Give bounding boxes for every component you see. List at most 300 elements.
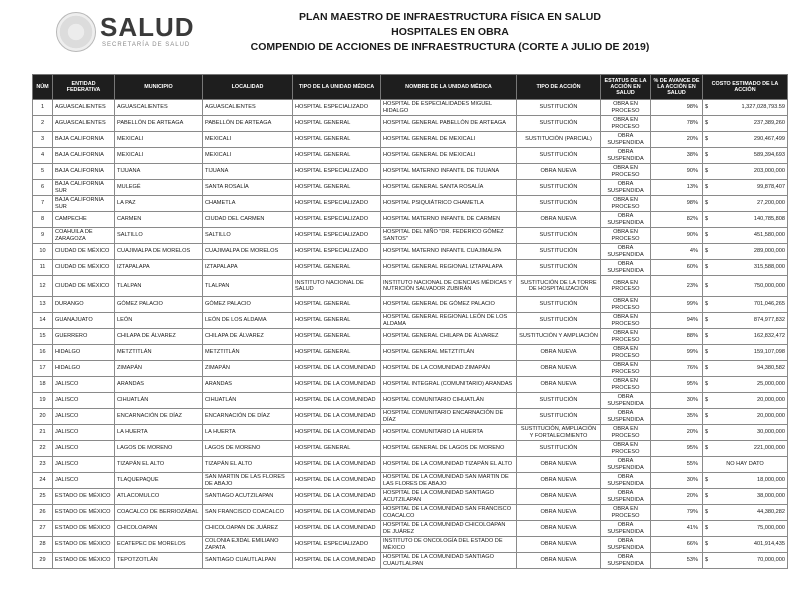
tipo-accion-cell: SUSTITUCIÓN — [517, 409, 601, 425]
municipio-cell: IZTAPALAPA — [115, 260, 203, 276]
nombre-unidad-cell: HOSPITAL DE LA COMUNIDAD TIZAPÁN EL ALTO — [381, 457, 517, 473]
avance-cell: 20% — [651, 425, 703, 441]
costo-cell — [703, 409, 788, 425]
localidad-cell: SALTILLO — [203, 228, 293, 244]
table-row — [33, 297, 788, 313]
currency-symbol: $ — [705, 493, 709, 500]
nombre-unidad-cell: HOSPITAL GENERAL METZTITLÁN — [381, 345, 517, 361]
localidad-cell: SANTIAGO CUAUTLALPAN — [203, 553, 293, 569]
avance-cell: 38% — [651, 148, 703, 164]
avance-cell: 88% — [651, 329, 703, 345]
estatus-cell: OBRA SUSPENDIDA — [601, 537, 651, 553]
table-row — [33, 441, 788, 457]
costo-cell — [703, 361, 788, 377]
row-number: 28 — [33, 537, 53, 553]
entidad-cell: BAJA CALIFORNIA SUR — [53, 196, 115, 212]
municipio-cell: MEXICALI — [115, 132, 203, 148]
estatus-cell: OBRA SUSPENDIDA — [601, 409, 651, 425]
row-number: 13 — [33, 297, 53, 313]
estatus-cell: OBRA SUSPENDIDA — [601, 260, 651, 276]
estatus-cell: OBRA EN PROCESO — [601, 116, 651, 132]
estatus-cell: OBRA EN PROCESO — [601, 297, 651, 313]
localidad-cell: GÓMEZ PALACIO — [203, 297, 293, 313]
cost-value: 20,000,000 — [757, 413, 785, 420]
avance-cell: 94% — [651, 313, 703, 329]
col-header-num: NÚM — [33, 75, 53, 100]
costo-cell — [703, 425, 788, 441]
row-number: 7 — [33, 196, 53, 212]
localidad-cell: SAN FRANCISCO COACALCO — [203, 505, 293, 521]
avance-cell: 60% — [651, 260, 703, 276]
municipio-cell: LAGOS DE MORENO — [115, 441, 203, 457]
tipo-accion-cell: OBRA NUEVA — [517, 521, 601, 537]
nombre-unidad-cell: HOSPITAL COMUNITARIO CIHUATLÁN — [381, 393, 517, 409]
row-number: 29 — [33, 553, 53, 569]
table-row — [33, 244, 788, 260]
avance-cell: 30% — [651, 393, 703, 409]
avance-cell: 90% — [651, 164, 703, 180]
avance-cell: 53% — [651, 553, 703, 569]
currency-symbol: $ — [705, 413, 709, 420]
tipo-accion-cell: OBRA NUEVA — [517, 345, 601, 361]
municipio-cell: CUAJIMALPA DE MORELOS — [115, 244, 203, 260]
estatus-cell: OBRA EN PROCESO — [601, 100, 651, 116]
tipo-unidad-cell: HOSPITAL GENERAL — [293, 260, 381, 276]
nombre-unidad-cell: HOSPITAL MATERNO INFANTIL DE TIJUANA — [381, 164, 517, 180]
row-number: 25 — [33, 489, 53, 505]
avance-cell: 20% — [651, 132, 703, 148]
currency-symbol: $ — [705, 136, 709, 143]
avance-cell: 82% — [651, 212, 703, 228]
municipio-cell: CHICOLOAPAN — [115, 521, 203, 537]
entidad-cell: GUERRERO — [53, 329, 115, 345]
nombre-unidad-cell: HOSPITAL GENERAL DE MEXICALI — [381, 148, 517, 164]
nombre-unidad-cell: HOSPITAL INTEGRAL (COMUNITARIO) ARANDAS — [381, 377, 517, 393]
costo-cell — [703, 100, 788, 116]
nombre-unidad-cell: HOSPITAL GENERAL SANTA ROSALÍA — [381, 180, 517, 196]
tipo-accion-cell: SUSTITUCIÓN — [517, 393, 601, 409]
avance-cell: 20% — [651, 489, 703, 505]
localidad-cell: TIZAPÁN EL ALTO — [203, 457, 293, 473]
tipo-unidad-cell: HOSPITAL DE LA COMUNIDAD — [293, 553, 381, 569]
tipo-unidad-cell: HOSPITAL DE LA COMUNIDAD — [293, 473, 381, 489]
municipio-cell: ECATEPEC DE MORELOS — [115, 537, 203, 553]
cost-value: 30,000,000 — [757, 429, 785, 436]
estatus-cell: OBRA EN PROCESO — [601, 505, 651, 521]
municipio-cell: CIHUATLÁN — [115, 393, 203, 409]
nombre-unidad-cell: HOSPITAL COMUNITARIO ENCARNACIÓN DE DÍAZ — [381, 409, 517, 425]
municipio-cell: LA HUERTA — [115, 425, 203, 441]
row-number: 6 — [33, 180, 53, 196]
estatus-cell: OBRA EN PROCESO — [601, 313, 651, 329]
municipio-cell: MULEGÉ — [115, 180, 203, 196]
tipo-accion-cell: SUSTITUCIÓN — [517, 196, 601, 212]
tipo-accion-cell: SUSTITUCIÓN — [517, 297, 601, 313]
row-number: 14 — [33, 313, 53, 329]
document-titles — [240, 10, 660, 55]
entidad-cell: AGUASCALIENTES — [53, 116, 115, 132]
col-header-entidad: ENTIDAD FEDERATIVA — [53, 75, 115, 100]
municipio-cell: CHILAPA DE ÁLVAREZ — [115, 329, 203, 345]
row-number: 5 — [33, 164, 53, 180]
localidad-cell: MEXICALI — [203, 148, 293, 164]
avance-cell: 66% — [651, 537, 703, 553]
tipo-unidad-cell: HOSPITAL ESPECIALIZADO — [293, 164, 381, 180]
tipo-unidad-cell: INSTITUTO NACIONAL DE SALUD — [293, 276, 381, 297]
estatus-cell: OBRA EN PROCESO — [601, 377, 651, 393]
estatus-cell: OBRA SUSPENDIDA — [601, 553, 651, 569]
localidad-cell: SANTA ROSALÍA — [203, 180, 293, 196]
avance-cell: 4% — [651, 244, 703, 260]
municipio-cell: GÓMEZ PALACIO — [115, 297, 203, 313]
cost-value: 451,580,000 — [753, 232, 785, 239]
tipo-accion-cell: SUSTITUCIÓN (PARCIAL) — [517, 132, 601, 148]
localidad-cell: LEÓN DE LOS ALDAMA — [203, 313, 293, 329]
entidad-cell: JALISCO — [53, 409, 115, 425]
localidad-cell: AGUASCALIENTES — [203, 100, 293, 116]
entidad-cell: BAJA CALIFORNIA — [53, 148, 115, 164]
nombre-unidad-cell: INSTITUTO NACIONAL DE CIENCIAS MÉDICAS Y NUTRICIÓN SALVADOR ZUBIRÁN — [381, 276, 517, 297]
estatus-cell: OBRA SUSPENDIDA — [601, 244, 651, 260]
entidad-cell: ESTADO DE MÉXICO — [53, 489, 115, 505]
tipo-accion-cell: SUSTITUCIÓN — [517, 260, 601, 276]
currency-symbol: $ — [705, 445, 709, 452]
col-header-tipo-unidad: TIPO DE LA UNIDAD MÉDICA — [293, 75, 381, 100]
tipo-unidad-cell: HOSPITAL GENERAL — [293, 313, 381, 329]
row-number: 22 — [33, 441, 53, 457]
cost-value: 874,977,832 — [753, 317, 785, 324]
tipo-unidad-cell: HOSPITAL GENERAL — [293, 180, 381, 196]
nombre-unidad-cell: HOSPITAL GENERAL REGIONAL IZTAPALAPA — [381, 260, 517, 276]
tipo-accion-cell: OBRA NUEVA — [517, 505, 601, 521]
estatus-cell: OBRA SUSPENDIDA — [601, 132, 651, 148]
estatus-cell: OBRA EN PROCESO — [601, 425, 651, 441]
col-header-municipio: MUNICIPIO — [115, 75, 203, 100]
currency-symbol: $ — [705, 282, 709, 289]
estatus-cell: OBRA EN PROCESO — [601, 164, 651, 180]
table-row — [33, 521, 788, 537]
currency-symbol: $ — [705, 557, 709, 564]
entidad-cell: JALISCO — [53, 441, 115, 457]
tipo-accion-cell: OBRA NUEVA — [517, 537, 601, 553]
localidad-cell: CHAMETLA — [203, 196, 293, 212]
avance-cell: 30% — [651, 473, 703, 489]
cost-value: 159,107,098 — [753, 349, 785, 356]
estatus-cell: OBRA EN PROCESO — [601, 361, 651, 377]
tipo-unidad-cell: HOSPITAL DE LA COMUNIDAD — [293, 393, 381, 409]
entidad-cell: ESTADO DE MÉXICO — [53, 553, 115, 569]
table-row — [33, 313, 788, 329]
tipo-unidad-cell: HOSPITAL ESPECIALIZADO — [293, 537, 381, 553]
table-row — [33, 180, 788, 196]
municipio-cell: SALTILLO — [115, 228, 203, 244]
entidad-cell: CIUDAD DE MÉXICO — [53, 276, 115, 297]
table-row — [33, 361, 788, 377]
currency-symbol: $ — [705, 168, 709, 175]
cost-value: 99,878,407 — [757, 184, 785, 191]
costo-cell — [703, 260, 788, 276]
localidad-cell: CUAJIMALPA DE MORELOS — [203, 244, 293, 260]
municipio-cell: CARMEN — [115, 212, 203, 228]
entidad-cell: BAJA CALIFORNIA — [53, 164, 115, 180]
cost-value: 44,380,282 — [757, 509, 785, 516]
entidad-cell: JALISCO — [53, 377, 115, 393]
currency-symbol: $ — [705, 541, 709, 548]
entidad-cell: ESTADO DE MÉXICO — [53, 537, 115, 553]
municipio-cell: COACALCO DE BERRIOZÁBAL — [115, 505, 203, 521]
tipo-unidad-cell: HOSPITAL ESPECIALIZADO — [293, 212, 381, 228]
localidad-cell: CHILAPA DE ÁLVAREZ — [203, 329, 293, 345]
avance-cell: 79% — [651, 505, 703, 521]
row-number: 8 — [33, 212, 53, 228]
row-number: 3 — [33, 132, 53, 148]
costo-cell — [703, 489, 788, 505]
nombre-unidad-cell: HOSPITAL DE LA COMUNIDAD ZIMAPÁN — [381, 361, 517, 377]
tipo-unidad-cell: HOSPITAL DE LA COMUNIDAD — [293, 505, 381, 521]
nombre-unidad-cell: HOSPITAL MATERNO INFANTIL DE CARMEN — [381, 212, 517, 228]
entidad-cell: COAHUILA DE ZARAGOZA — [53, 228, 115, 244]
costo-cell — [703, 313, 788, 329]
tipo-accion-cell: OBRA NUEVA — [517, 361, 601, 377]
entidad-cell: CIUDAD DE MÉXICO — [53, 260, 115, 276]
currency-symbol: $ — [705, 477, 709, 484]
tipo-unidad-cell: HOSPITAL GENERAL — [293, 297, 381, 313]
localidad-cell: COLONIA EJIDAL EMILIANO ZAPATA — [203, 537, 293, 553]
table-row — [33, 132, 788, 148]
localidad-cell: TLALPAN — [203, 276, 293, 297]
municipio-cell: METZTITLÁN — [115, 345, 203, 361]
row-number: 23 — [33, 457, 53, 473]
localidad-cell: CIHUATLÁN — [203, 393, 293, 409]
municipio-cell: PABELLÓN DE ARTEAGA — [115, 116, 203, 132]
logo-subtitle: SECRETARÍA DE SALUD — [102, 42, 191, 48]
avance-cell: 98% — [651, 100, 703, 116]
localidad-cell: IZTAPALAPA — [203, 260, 293, 276]
currency-symbol: $ — [705, 200, 709, 207]
currency-symbol: $ — [705, 525, 709, 532]
nombre-unidad-cell: HOSPITAL GENERAL DE LAGOS DE MORENO — [381, 441, 517, 457]
nombre-unidad-cell: HOSPITAL DE LA COMUNIDAD SANTIAGO CUAUTLALPAN — [381, 553, 517, 569]
costo-cell — [703, 180, 788, 196]
avance-cell: 13% — [651, 180, 703, 196]
costo-cell — [703, 244, 788, 260]
localidad-cell: MEXICALI — [203, 132, 293, 148]
costo-cell — [703, 164, 788, 180]
municipio-cell: LEÓN — [115, 313, 203, 329]
currency-symbol: $ — [705, 317, 709, 324]
estatus-cell: OBRA EN PROCESO — [601, 196, 651, 212]
costo-cell — [703, 377, 788, 393]
cost-value: NO HAY DATO — [726, 461, 764, 468]
table-row — [33, 228, 788, 244]
tipo-unidad-cell: HOSPITAL DE LA COMUNIDAD — [293, 377, 381, 393]
localidad-cell: TIJUANA — [203, 164, 293, 180]
table-row — [33, 537, 788, 553]
localidad-cell: CIUDAD DEL CARMEN — [203, 212, 293, 228]
estatus-cell: OBRA SUSPENDIDA — [601, 489, 651, 505]
municipio-cell: TLAQUEPAQUE — [115, 473, 203, 489]
currency-symbol: $ — [705, 333, 709, 340]
avance-cell: 99% — [651, 297, 703, 313]
localidad-cell: ARANDAS — [203, 377, 293, 393]
avance-cell: 99% — [651, 345, 703, 361]
row-number: 11 — [33, 260, 53, 276]
entidad-cell: JALISCO — [53, 425, 115, 441]
tipo-unidad-cell: HOSPITAL GENERAL — [293, 345, 381, 361]
row-number: 27 — [33, 521, 53, 537]
entidad-cell: DURANGO — [53, 297, 115, 313]
tipo-unidad-cell: HOSPITAL DE LA COMUNIDAD — [293, 361, 381, 377]
nombre-unidad-cell: HOSPITAL GENERAL DE GÓMEZ PALACIO — [381, 297, 517, 313]
costo-cell — [703, 148, 788, 164]
nombre-unidad-cell: HOSPITAL DE LA COMUNIDAD CHICOLOAPAN DE JUÁREZ — [381, 521, 517, 537]
estatus-cell: OBRA SUSPENDIDA — [601, 180, 651, 196]
tipo-accion-cell: SUSTITUCIÓN — [517, 148, 601, 164]
costo-cell — [703, 116, 788, 132]
entidad-cell: GUANAJUATO — [53, 313, 115, 329]
costo-cell — [703, 297, 788, 313]
cost-value: 290,467,499 — [753, 136, 785, 143]
municipio-cell: ATLACOMULCO — [115, 489, 203, 505]
col-header-tipo-accion: TIPO DE ACCIÓN — [517, 75, 601, 100]
tipo-accion-cell: SUSTITUCIÓN — [517, 180, 601, 196]
row-number: 26 — [33, 505, 53, 521]
entidad-cell: ESTADO DE MÉXICO — [53, 505, 115, 521]
nombre-unidad-cell: INSTITUTO DE ONCOLOGÍA DEL ESTADO DE MÉXICO — [381, 537, 517, 553]
tipo-accion-cell: OBRA NUEVA — [517, 212, 601, 228]
table-row — [33, 100, 788, 116]
cost-value: 20,000,000 — [757, 397, 785, 404]
tipo-unidad-cell: HOSPITAL DE LA COMUNIDAD — [293, 409, 381, 425]
table-row — [33, 489, 788, 505]
costo-cell — [703, 505, 788, 521]
row-number: 4 — [33, 148, 53, 164]
cost-value: 75,000,000 — [757, 525, 785, 532]
estatus-cell: OBRA SUSPENDIDA — [601, 521, 651, 537]
table-row — [33, 196, 788, 212]
cost-value: 203,000,000 — [753, 168, 785, 175]
tipo-accion-cell: OBRA NUEVA — [517, 489, 601, 505]
currency-symbol: $ — [705, 248, 709, 255]
row-number: 20 — [33, 409, 53, 425]
costo-cell — [703, 212, 788, 228]
cost-value: 1,327,028,793.59 — [741, 104, 785, 111]
municipio-cell: TEPOTZOTLÁN — [115, 553, 203, 569]
tipo-unidad-cell: HOSPITAL ESPECIALIZADO — [293, 196, 381, 212]
table-row — [33, 276, 788, 297]
entidad-cell: JALISCO — [53, 393, 115, 409]
table-row — [33, 457, 788, 473]
avance-cell: 76% — [651, 361, 703, 377]
municipio-cell: ZIMAPÁN — [115, 361, 203, 377]
nombre-unidad-cell: HOSPITAL DE LA COMUNIDAD SAN FRANCISCO COACALCO — [381, 505, 517, 521]
tipo-unidad-cell: HOSPITAL DE LA COMUNIDAD — [293, 521, 381, 537]
nombre-unidad-cell: HOSPITAL GENERAL DE MEXICALI — [381, 132, 517, 148]
localidad-cell: PABELLÓN DE ARTEAGA — [203, 116, 293, 132]
table-row — [33, 148, 788, 164]
tipo-accion-cell: SUSTITUCIÓN — [517, 313, 601, 329]
tipo-accion-cell: SUSTITUCIÓN — [517, 244, 601, 260]
cost-value: 162,832,472 — [753, 333, 785, 340]
tipo-accion-cell: OBRA NUEVA — [517, 473, 601, 489]
estatus-cell: OBRA EN PROCESO — [601, 345, 651, 361]
row-number: 10 — [33, 244, 53, 260]
currency-symbol: $ — [705, 365, 709, 372]
row-number: 21 — [33, 425, 53, 441]
currency-symbol: $ — [705, 301, 709, 308]
localidad-cell: ENCARNACIÓN DE DÍAZ — [203, 409, 293, 425]
cost-value: 237,389,260 — [753, 120, 785, 127]
costo-cell — [703, 553, 788, 569]
entidad-cell: CAMPECHE — [53, 212, 115, 228]
tipo-unidad-cell: HOSPITAL DE LA COMUNIDAD — [293, 425, 381, 441]
table-row — [33, 345, 788, 361]
currency-symbol: $ — [705, 381, 709, 388]
currency-symbol: $ — [705, 397, 709, 404]
table-row — [33, 473, 788, 489]
logo-word: SALUD — [100, 12, 195, 42]
avance-cell: 35% — [651, 409, 703, 425]
nombre-unidad-cell: HOSPITAL DE LA COMUNIDAD SAN MARTIN DE LAS FLORES DE ABAJO — [381, 473, 517, 489]
cost-value: 589,394,693 — [753, 152, 785, 159]
cost-value: 401,914,435 — [753, 541, 785, 548]
estatus-cell: OBRA EN PROCESO — [601, 228, 651, 244]
tipo-accion-cell: SUSTITUCIÓN, AMPLIACIÓN Y FORTALECIMIENTO — [517, 425, 601, 441]
nombre-unidad-cell: HOSPITAL DE ESPECIALIDADES MIGUEL HIDALGO — [381, 100, 517, 116]
currency-symbol: $ — [705, 509, 709, 516]
salud-logo — [56, 12, 216, 52]
cost-value: 750,000,000 — [753, 282, 785, 289]
costo-cell — [703, 196, 788, 212]
avance-cell: 78% — [651, 116, 703, 132]
row-number: 24 — [33, 473, 53, 489]
municipio-cell: TIJUANA — [115, 164, 203, 180]
cost-value: 94,380,582 — [757, 365, 785, 372]
cost-value: 38,000,000 — [757, 493, 785, 500]
costo-cell — [703, 132, 788, 148]
row-number: 18 — [33, 377, 53, 393]
cost-value: 25,000,000 — [757, 381, 785, 388]
national-emblem-icon — [56, 12, 96, 52]
municipio-cell: ENCARNACIÓN DE DÍAZ — [115, 409, 203, 425]
tipo-unidad-cell: HOSPITAL ESPECIALIZADO — [293, 228, 381, 244]
tipo-unidad-cell: HOSPITAL GENERAL — [293, 329, 381, 345]
estatus-cell: OBRA SUSPENDIDA — [601, 148, 651, 164]
avance-cell: 55% — [651, 457, 703, 473]
nombre-unidad-cell: HOSPITAL PSIQUIÁTRICO CHAMETLA — [381, 196, 517, 212]
table-body — [33, 100, 788, 569]
currency-symbol: $ — [705, 216, 709, 223]
municipio-cell: ARANDAS — [115, 377, 203, 393]
municipio-cell: TIZAPÁN EL ALTO — [115, 457, 203, 473]
cost-value: 315,588,000 — [753, 264, 785, 271]
table-row — [33, 377, 788, 393]
tipo-unidad-cell: HOSPITAL DE LA COMUNIDAD — [293, 457, 381, 473]
localidad-cell: SAN MARTIN DE LAS FLORES DE ABAJO — [203, 473, 293, 489]
costo-cell — [703, 521, 788, 537]
row-number: 19 — [33, 393, 53, 409]
municipio-cell: TLALPAN — [115, 276, 203, 297]
currency-symbol: $ — [705, 264, 709, 271]
nombre-unidad-cell: HOSPITAL DEL NIÑO "DR. FEDERICO GÓMEZ SANTOS" — [381, 228, 517, 244]
table-row — [33, 409, 788, 425]
costo-cell — [703, 473, 788, 489]
avance-cell: 95% — [651, 377, 703, 393]
tipo-accion-cell: SUSTITUCIÓN — [517, 116, 601, 132]
entidad-cell: BAJA CALIFORNIA SUR — [53, 180, 115, 196]
avance-cell: 90% — [651, 228, 703, 244]
row-number: 1 — [33, 100, 53, 116]
